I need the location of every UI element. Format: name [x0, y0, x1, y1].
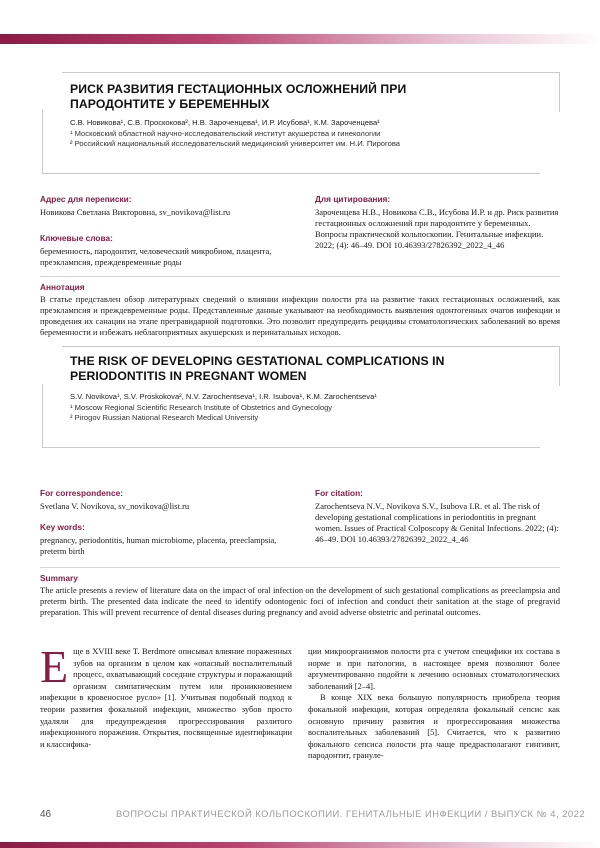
- body-paragraph-2: ции микроорганизмов полости рта с учетом специфики их состава в норме и при патологии, в настоящее время позволяют более аргументированно подойти к лечению основных стоматологических заболеваний [2–4].: [308, 646, 560, 691]
- header-stripe: [0, 34, 600, 44]
- ru-keywords-label: Ключевые слова:: [40, 233, 113, 243]
- en-summary-label: Summary: [40, 573, 78, 583]
- body-paragraph-1: ще в XVIII веке T. Berdmore описывал влияние пораженных зубов на организм в целом как «опасный воспалительный процесс, охватывающий соседние структуры и поражающий организм симпатическим путем или проникновением инфекции в кровеносное русло» [1]. Учитывая подобный подход к теории развития фокальной инфекции, множество зубов просто удаляли для предупреждения прогрессирования разлитого инфекционного поражения. Открытия, посвященные идентификации и классифика-: [40, 646, 292, 749]
- footer-stripe: [0, 842, 600, 848]
- body-column-left: [40, 641, 292, 750]
- ru-correspondence-text: Новикова Светлана Викторовна, sv_novikova@list.ru: [40, 207, 231, 217]
- ru-citation-text: Зароченцева Н.В., Новикова С.В., Исубова И.Р. и др. Риск развития гестационных осложнений при пародонтите у беременных. Вопросы практической кольпоскопии. Генитальные инфекции. 2022; (4): 46–49. DOI 10.46393/27826392_2022_4_46: [315, 207, 559, 250]
- body-column-right: [308, 646, 560, 762]
- en-citation-label: For citation:: [315, 488, 363, 498]
- en-summary-text: The article presents a review of literature data on the impact of oral infection on the development of such gestational complications as preeclampsia and preterm birth. The presented data indicate the need to identify odontogenic foci of infection and conduct their sanitation at the stage of pregravid preparation. This will prevent recurrence of dental diseases during pregnancy and avoid adverse obstetric and perinatal outcomes.: [40, 585, 560, 617]
- body-paragraph-3: В конце XIX века большую популярность приобрела теория фокальной инфекции, которая определяла фокальный сепсис как основную причину развития и прогрессирования множества воспалительных заболеваний [5]. Считается, что к развитию фокального сепсиса полости рта чаще предрасполагают гингивит, пародонтит, грануле-: [308, 692, 560, 761]
- ru-abstract-label: Аннотация: [40, 282, 85, 292]
- drop-cap: Е: [40, 641, 69, 692]
- en-article-title: THE RISK OF DEVELOPING GESTATIONAL COMPLICATIONS IN PERIODONTITIS IN PREGNANT WOMEN: [70, 354, 445, 383]
- header-band: [0, 0, 600, 62]
- ru-affiliation-2: ² Российский национальный исследовательский медицинский университет им. Н.И. Пирогова: [70, 139, 401, 148]
- en-correspondence-text: Svetlana V. Novikova, sv_novikova@list.ru: [40, 501, 190, 511]
- ru-divider: [40, 276, 560, 277]
- en-keywords-text: pregnancy, periodontitis, human microbiome, placenta, preeclampsia, preterm birth: [40, 535, 277, 556]
- en-citation-text: Zarochentseva N.V., Novikova S.V., Isubova I.R. et al. The risk of developing gestational complications in periodontitis in pregnant women. Issues of Practical Colposcopy & Genital Infections. 2022; (4): 46–49. DOI 10.46393/27826392_2022_4_46: [315, 501, 559, 544]
- page-number: 46: [40, 809, 52, 820]
- journal-running-title: ВОПРОСЫ ПРАКТИЧЕСКОЙ КОЛЬПОСКОПИИ. ГЕНИТАЛЬНЫЕ ИНФЕКЦИИ / ВЫПУСК № 4, 2022: [116, 808, 586, 819]
- ru-abstract-text: В статье представлен обзор литературных сведений о влиянии инфекции полости рта на развитие таких гестационных осложнений, как преэклампсия и преждевременные роды. Представленные данные указывают на необходимость выявления одонтогенных очагов инфекции и проведения их санации на этапе прегравидарной подготовки. Это позволит предупредить рецидивы стоматологических заболеваний во время беременности и избежать неблагоприятных акушерских и перинатальных исходов.: [40, 294, 560, 337]
- ru-correspondence-label: Адрес для переписки:: [40, 194, 132, 204]
- en-affiliation-1: ¹ Moscow Regional Scientific Research Institute of Obstetrics and Gynecology: [70, 403, 333, 412]
- ru-article-title: РИСК РАЗВИТИЯ ГЕСТАЦИОННЫХ ОСЛОЖНЕНИЙ ПРИ ПАРОДОНТИТЕ У БЕРЕМЕННЫХ: [70, 82, 407, 111]
- ru-citation-label: Для цитирования:: [315, 194, 391, 204]
- ru-authors: С.В. Новикова¹, С.В. Проскокова², Н.В. Зароченцева¹, И.Р. Исубова¹, К.М. Зароченцева¹: [70, 118, 380, 127]
- en-keywords-label: Key words:: [40, 522, 85, 532]
- en-authors: S.V. Novikova¹, S.V. Proskokova², N.V. Zarochentseva¹, I.R. Isubova¹, K.M. Zarochentseva¹: [70, 392, 377, 401]
- en-divider: [40, 567, 560, 568]
- en-affiliation-2: ² Pirogov Russian National Research Medical University: [70, 413, 259, 422]
- ru-affiliation-1: ¹ Московский областной научно-исследовательский институт акушерства и гинекологии: [70, 129, 381, 138]
- footer-band: [0, 824, 600, 848]
- ru-keywords-text: беременность, пародонтит, человеческий микробиом, плацента, преэклампсия, преждевременные роды: [40, 246, 272, 267]
- en-correspondence-label: For correspondence:: [40, 488, 123, 498]
